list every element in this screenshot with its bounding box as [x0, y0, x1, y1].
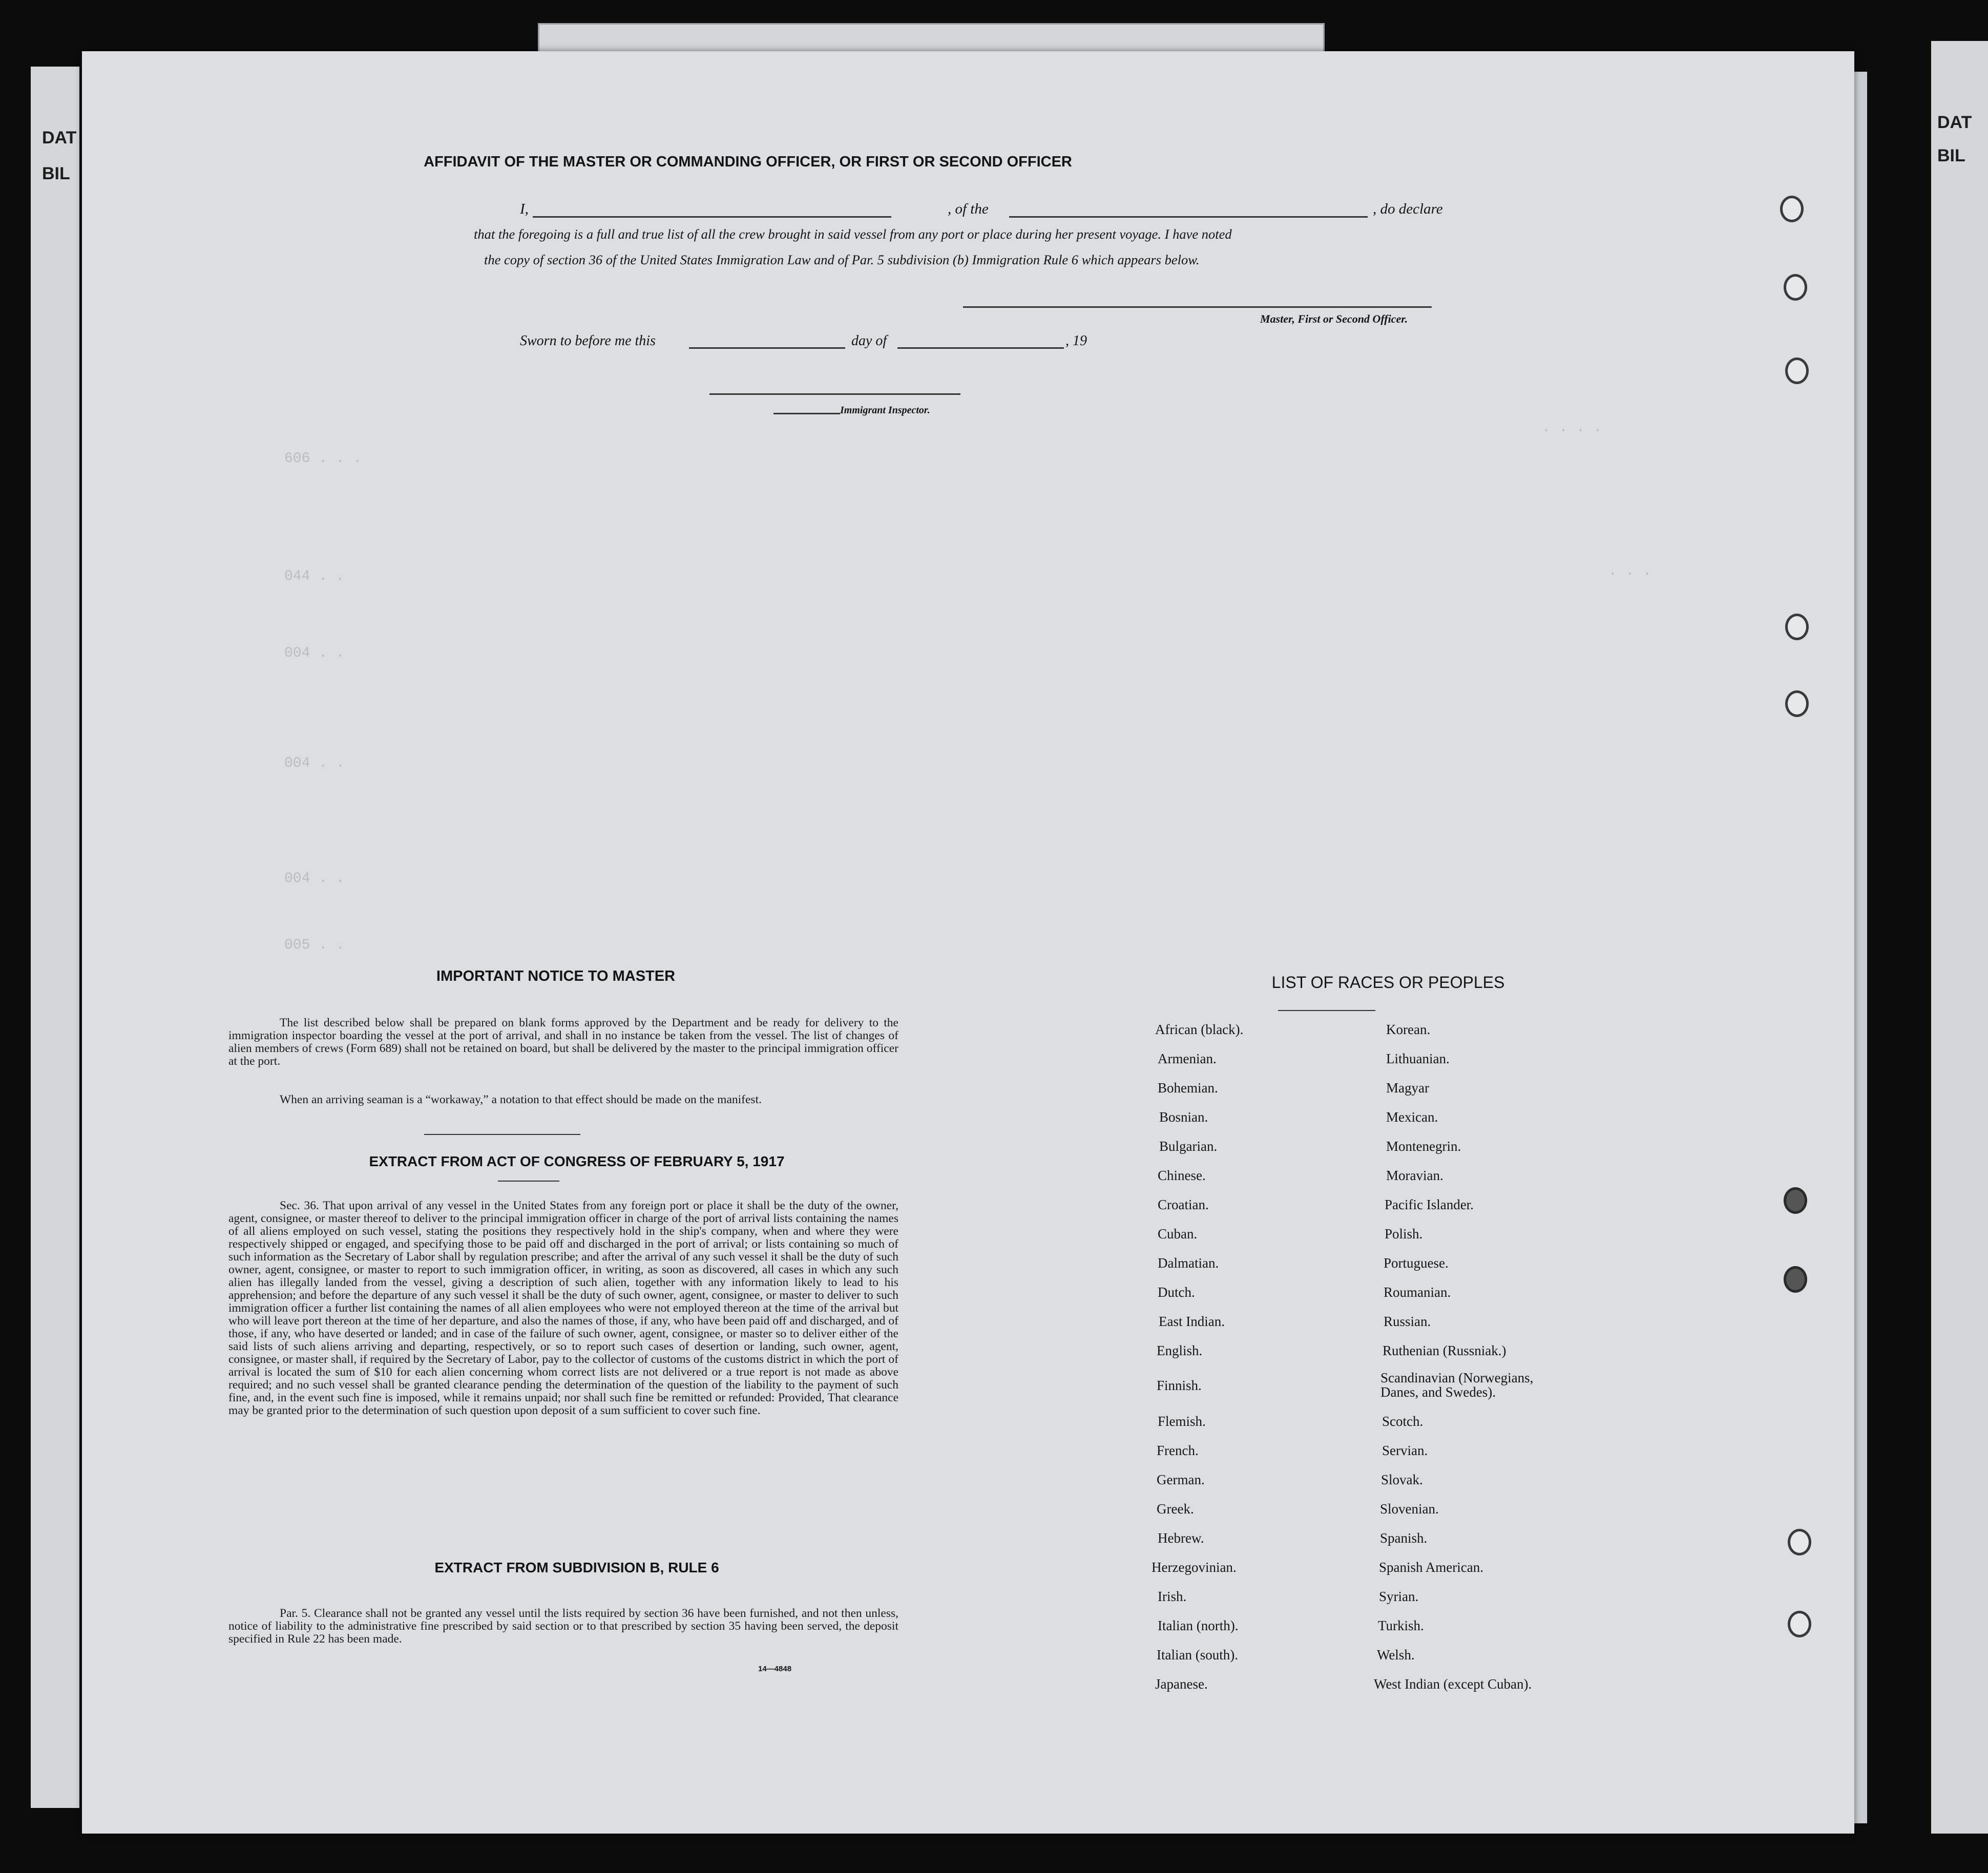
- binder-hole-icon: [1785, 690, 1809, 717]
- race-item: Welsh.: [1377, 1647, 1415, 1662]
- notice-title: IMPORTANT NOTICE TO MASTER: [436, 968, 676, 984]
- race-item: West Indian (except Cuban).: [1374, 1676, 1532, 1692]
- race-item: Bosnian.: [1159, 1109, 1208, 1125]
- bleed-through-text: 606 . . .: [284, 451, 362, 467]
- affidavit-declare-label: , do declare: [1373, 201, 1443, 217]
- sworn-month-line[interactable]: [897, 347, 1064, 349]
- rule-extract-text: Par. 5. Clearance shall not be granted any vessel until the lists required by section 36 have been furnished, and not then unless, notice of liability to the administrative fine prescribed by said section or to that prescribed by section 35 having been served, the deposit specified in Rule 22 has been made.: [228, 1607, 898, 1646]
- notice-paragraph-1: The list described below shall be prepared on blank forms approved by the Department and be ready for delivery to the immigration inspector boarding the vessel at the port of arrival, and shall in no instance be taken from the vessel. The list of changes of alien members of crews (Form 689) shall not be retained on board, but shall be delivered by the master to the principal immigration officer at the port.: [228, 1016, 898, 1068]
- race-item: Hebrew.: [1158, 1530, 1204, 1546]
- sworn-day-line[interactable]: [689, 347, 845, 349]
- affidavit-statement-line: that the foregoing is a full and true list of all the crew brought in said vessel from any port or place during her present voyage. I have noted: [474, 226, 1232, 242]
- inspector-signature-line[interactable]: [709, 393, 960, 395]
- race-item: English.: [1157, 1343, 1203, 1358]
- act-extract-title: EXTRACT FROM ACT OF CONGRESS OF FEBRUARY 5, 1917: [369, 1153, 785, 1169]
- race-item: Moravian.: [1386, 1168, 1443, 1183]
- rule-extract-title: EXTRACT FROM SUBDIVISION B, RULE 6: [434, 1560, 719, 1575]
- inspector-caption-dash: [773, 413, 840, 414]
- affidavit-vessel-label: , of the: [948, 201, 989, 217]
- bleed-through-text: . . . .: [1542, 420, 1602, 436]
- master-signature-line[interactable]: [963, 306, 1432, 308]
- section-divider: [424, 1134, 580, 1135]
- race-item: Montenegrin.: [1386, 1139, 1461, 1154]
- master-signature-caption: Master, First or Second Officer.: [1260, 312, 1408, 325]
- race-item: Pacific Islander.: [1385, 1197, 1474, 1212]
- binder-hole-icon: [1788, 1529, 1811, 1555]
- races-title-underline: [1278, 1010, 1375, 1011]
- race-item: Lithuanian.: [1386, 1051, 1450, 1066]
- affidavit-law-reference-line: the copy of section 36 of the United States Immigration Law and of Par. 5 subdivision (b) Immigration Rule 6 which appears below.: [484, 252, 1200, 267]
- bleed-through-text: . . .: [1608, 563, 1652, 579]
- races-title: LIST OF RACES OR PEOPLES: [1271, 973, 1505, 992]
- binder-hole-icon: [1784, 274, 1807, 301]
- race-item: Dalmatian.: [1158, 1255, 1219, 1271]
- race-item: Japanese.: [1155, 1676, 1208, 1692]
- adjacent-page-left: [31, 67, 79, 1808]
- race-item: Armenian.: [1158, 1051, 1217, 1066]
- adjacent-page-right: [1931, 41, 1988, 1834]
- bleed-through-text: 004 . .: [284, 755, 345, 771]
- binder-hole-icon: [1784, 1266, 1807, 1293]
- binder-hole-icon: [1785, 614, 1809, 640]
- sworn-label: Sworn to before me this: [520, 333, 656, 349]
- race-item: German.: [1157, 1472, 1205, 1487]
- race-item: Greek.: [1157, 1501, 1194, 1517]
- race-item: Slovenian.: [1380, 1501, 1439, 1517]
- binder-hole-icon: [1785, 357, 1809, 384]
- declarant-name-line[interactable]: [533, 216, 891, 218]
- bleed-through-text: 004 . .: [284, 645, 345, 661]
- sheet-edge-shadow: [1854, 72, 1867, 1823]
- race-item: Slovak.: [1381, 1472, 1423, 1487]
- race-item: Finnish.: [1157, 1378, 1202, 1393]
- right-strip-text-2: BIL: [1937, 146, 1965, 165]
- bleed-through-text: 044 . .: [284, 569, 345, 584]
- act-extract-text: Sec. 36. That upon arrival of any vessel in the United States from any foreign port or place it shall be the duty of the owner, agent, consignee, or master thereof to deliver to the principal immigration officer in charge of the port of arrival lists containing the names of all aliens employed on such vessel, stating the positions they respectively hold in the ship's company, when and where they were respectively shipped or engaged, and specifying those to be paid off and discharged in the port of arrival; or lists containing so much of such information as the Secretary of Labor shall by regulation prescribe; and after the arrival of any such vessel it shall be the duty of such owner, agent, consignee, or master to report to such immigration officer, in writing, as soon as discovered, all cases in which any such alien has illegally landed from the vessel, giving a description of such alien, together with any information likely to lead to his apprehension; and before the departure of any such vessel it shall be the duty of such owner, agent, consignee, or master to deliver to such immigration officer a further list containing the names of all alien employees who were not employed thereon at the time of the arrival but who will leave port thereon at the time of her departure, and also the names of those, if any, who have been paid off and discharged, and of those, if any, who have deserted or landed; and in case of the failure of such owner, agent, consignee, or master so to deliver either of the said lists of such aliens arriving and departing, respectively, or so to report such cases of desertion or landing, such owner, agent, consignee, or master shall, if required by the Secretary of Labor, pay to the collector of customs of the customs district in which the port of arrival is located the sum of $10 for each alien concerning whom correct lists are not delivered or a true report is not made as above required; and no such vessel shall be granted clearance pending the determination of the question of the liability to the payment of such fine, and, in the event such fine is imposed, while it remains unpaid; nor shall such fine be remitted or refunded: Provided, That clearance may be granted prior to the determination of such question upon deposit of a sum sufficient to cover such fine.: [228, 1199, 898, 1417]
- race-item: Spanish.: [1380, 1530, 1428, 1546]
- affidavit-declarant-label: I,: [520, 201, 529, 217]
- race-item: Roumanian.: [1384, 1285, 1451, 1300]
- vessel-name-line[interactable]: [1009, 216, 1368, 218]
- race-item: Croatian.: [1158, 1197, 1209, 1212]
- race-item: Scotch.: [1382, 1414, 1424, 1429]
- race-item: Turkish.: [1378, 1618, 1424, 1633]
- form-number: 14—4848: [758, 1665, 792, 1673]
- race-item: Portuguese.: [1384, 1255, 1449, 1271]
- left-strip-text-1: DAT: [42, 128, 77, 148]
- race-item: Bohemian.: [1158, 1080, 1218, 1096]
- binder-hole-icon: [1784, 1187, 1807, 1214]
- notice-paragraph-2: When an arriving seaman is a “workaway,” a notation to that effect should be made on the manifest.: [280, 1093, 762, 1106]
- binder-hole-icon: [1780, 196, 1804, 222]
- race-item: Korean.: [1386, 1022, 1431, 1037]
- race-item: Polish.: [1385, 1226, 1423, 1241]
- race-item: Scandinavian (Norwegians, Danes, and Swedes).: [1380, 1370, 1534, 1400]
- race-item: Syrian.: [1379, 1589, 1419, 1604]
- race-item: Dutch.: [1158, 1285, 1195, 1300]
- left-strip-text-2: BIL: [42, 164, 70, 183]
- race-item: Ruthenian (Russniak.): [1383, 1343, 1506, 1358]
- race-item: Servian.: [1382, 1443, 1428, 1458]
- race-item: French.: [1157, 1443, 1199, 1458]
- race-item: Flemish.: [1158, 1414, 1206, 1429]
- race-item: Russian.: [1384, 1314, 1431, 1329]
- race-item: East Indian.: [1159, 1314, 1225, 1329]
- bleed-through-text: 005 . .: [284, 937, 345, 953]
- section-divider: [498, 1181, 559, 1182]
- race-item: Irish.: [1158, 1589, 1187, 1604]
- race-item: Magyar: [1386, 1080, 1429, 1096]
- affidavit-title: AFFIDAVIT OF THE MASTER OR COMMANDING OFFICER, OR FIRST OR SECOND OFFICER: [424, 154, 1072, 170]
- sworn-year-label: , 19: [1065, 333, 1087, 349]
- race-item: Herzegovinian.: [1152, 1560, 1237, 1575]
- inspector-caption: Immigrant Inspector.: [840, 405, 930, 416]
- race-item: Italian (south).: [1157, 1647, 1238, 1662]
- race-item: Mexican.: [1386, 1109, 1438, 1125]
- race-item: Cuban.: [1158, 1226, 1198, 1241]
- bleed-through-text: 004 . .: [284, 871, 345, 887]
- race-item: Chinese.: [1158, 1168, 1206, 1183]
- binder-hole-icon: [1788, 1611, 1811, 1637]
- right-strip-text-1: DAT: [1937, 113, 1972, 132]
- race-item: Italian (north).: [1158, 1618, 1239, 1633]
- form-sheet: [82, 51, 1854, 1834]
- race-item: Bulgarian.: [1159, 1139, 1218, 1154]
- sworn-day-label: day of: [851, 333, 887, 349]
- race-item: Spanish American.: [1379, 1560, 1483, 1575]
- race-item: African (black).: [1155, 1022, 1244, 1037]
